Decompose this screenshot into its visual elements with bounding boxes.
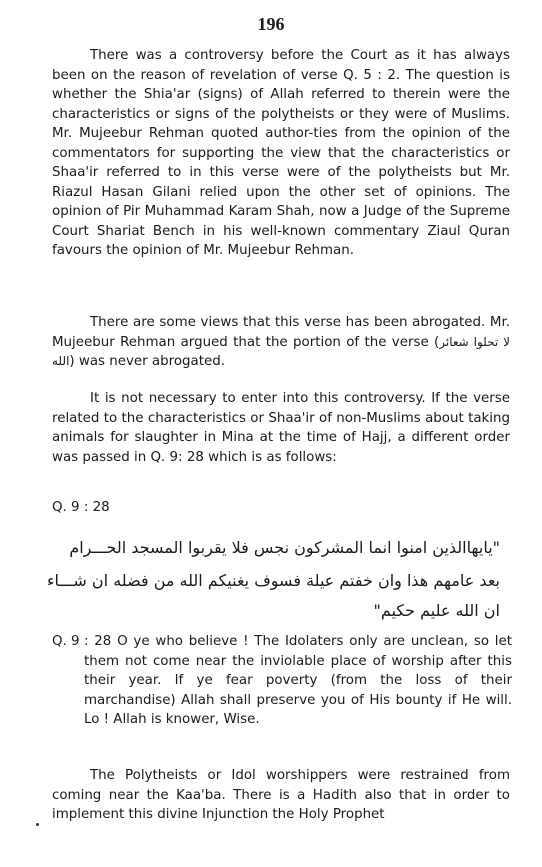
arabic-verse-line-3: ان الله عليم حكيم" bbox=[373, 601, 500, 620]
verse-reference: Q. 9 : 28 bbox=[52, 500, 110, 515]
margin-mark bbox=[36, 823, 39, 826]
page-number: 196 bbox=[257, 14, 285, 34]
translation-label: Q. 9 bbox=[52, 634, 80, 649]
paragraph-closing bbox=[52, 766, 510, 825]
arabic-verse-line-1: "يايهاالذين امنوا انما المشركون نجس فلا يقربوا المسجد الحـــرام bbox=[69, 538, 500, 557]
paragraph-controversy-text: There was a controversy before the Court as it has always been on the reason of revelation of verse Q. 5 : 2. The question is whether the Shia'ar (signs) of Allah referred to therein were the characteristics or signs of the polytheists or they were of Muslims. Mr. Mujeebur Rehman quoted author-ties from the opinion of the commentators for supporting the view that the characteristics or Shaa'ir referred to in this verse were of the polytheists but Mr. Riazul Hasan Gilani relied upon the other set of opinions. The opinion of Pir Muhammad Karam Shah, now a Judge of the Supreme Court Shariat Bench in his well-known commentary Ziaul Quran favours the opinion of Mr. Mujeebur Rehman. bbox=[52, 48, 510, 258]
paragraph-closing-text: The Polytheists or Idol worshippers were restrained from coming near the Kaa'ba. There is a Hadith also that in order to implement this divine Injunction the Holy Prophet bbox=[52, 768, 510, 822]
paragraph-abrogation-after: ) was never abrogated. bbox=[69, 354, 225, 369]
paragraph-hajj-text: It is not necessary to enter into this controversy. If the verse related to the characteristics or Shaa'ir of non-Muslims about taking animals for slaughter in Mina at the time of Hajj, a different order was passed in Q. 9: 28 which is as follows: bbox=[52, 391, 510, 465]
paragraph-hajj bbox=[52, 389, 510, 467]
paragraph-abrogation bbox=[52, 313, 510, 372]
paragraph-abrogation-before: There are some views that this verse has been abrogated. Mr. Mujeebur Rehman argued that the portion of the verse ( bbox=[52, 315, 510, 350]
paragraph-controversy bbox=[52, 46, 510, 261]
verse-translation bbox=[52, 632, 512, 730]
inline-arabic-phrase: لا تحلوا شعائر الله bbox=[52, 334, 510, 368]
arabic-verse-line-2: بعد عامهم هذا وان خفتم عيلة فسوف يغنيكم الله من فضله ان شـــاء bbox=[46, 571, 500, 590]
translation-text: : 28 O ye who believe ! The Idolaters only are unclean, so let them not come near the inviolable place of worship after this their year. If ye fear poverty (from the loss of their marchandise) Allah shall preserve you of His bounty if He will. Lo ! Allah is knower, Wise. bbox=[84, 634, 512, 727]
